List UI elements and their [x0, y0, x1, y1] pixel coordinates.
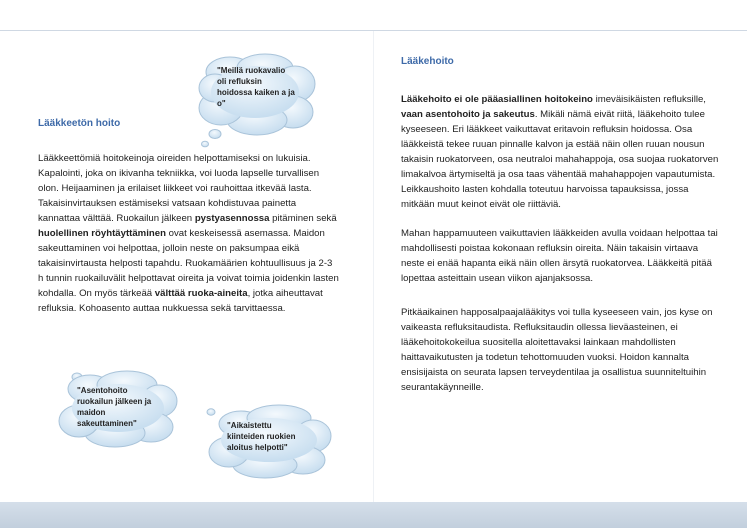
text-segment: . Mikäli nämä eivät riitä, lääkehoito tulee kyseeseen. Eri lääkkeet vaikuttavat eritavoin refluksin hoidossa. Osa lääkkeistä tekee ruuan pinnalle kalvon ja estää näin ollen ruuan nousun takaisin ruokatorveen, osa neutraloi mahahappoja, osa suojaa ruokatorven limakalvoa ärtymiseltä ja osa taas vähentää mahahappojen vapautumista. Leikkaushoito lasten kohdalla toteutuu harvoissa tapauksissa, jossa mitkään muut keinot eivät ole riittäviä. [401, 109, 719, 210]
bubble-quote-bottom-left: "Asentohoito ruokailun jälkeen ja maidon sakeuttaminen" [77, 386, 152, 428]
bold-segment: Lääkehoito ei ole pääasiallinen hoitokeino [401, 94, 593, 105]
left-paragraph [38, 151, 340, 316]
bubble-quote-bottom-right: "Aikaistettu kiinteiden ruokien aloitus helpotti" [227, 421, 296, 452]
thought-bubble-bottom-right [203, 402, 333, 484]
text-segment: imeväisikäisten refluksille, [592, 94, 706, 105]
right-paragraph-2: Mahan happamuuteen vaikuttavien lääkkeiden avulla voidaan helpottaa tai mahdollisesti poistaa kokonaan refluksin oireita. Näin takaisin virtaava neste ei enää hapanta eikä näin ollen ärsytä ruokatorvea. Lääkkeitä pitää lopettaa asteittain usean viikon ajanjaksossa. [401, 228, 718, 284]
right-paragraph-3: Pitkäaikainen happosalpaajalääkitys voi tulla kyseeseen vain, jos kyse on vaikeasta refluksitaudista. Refluksitaudin ollessa lieväasteinen, ei lääkehoitokokeilua suositella aloitettavaksi lainkaan mahdollisten haittavaikutusten ja todetun tehottomuuden vuoksi. Hoidon kannalta ensisijaista on seurata lapsen terveydentilaa ja osallistua suunniteltuihin seurantakäynneille. [401, 307, 713, 393]
bottom-band [0, 502, 747, 528]
text-segment: pitäminen sekä [269, 213, 337, 224]
bold-segment: vaan asentohoito ja sakeutus [401, 109, 535, 120]
text-segment: , jotka aiheuttavat refluksia. Kohoasento auttaa nukkuessa sekä tarvittaessa. [38, 288, 323, 314]
text-segment: Lääkkeettömiä hoitokeinoja oireiden helpottamiseksi on lukuisia. Kapalointi, joka on ikivanha tekniikka, voi luoda lapselle turvallisen olon. Heijaaminen ja erilaiset liikkeet voi rauhoittaa itkevää lasta. Takaisinvirtauksen estämiseksi vatsaan kohdistuvaa painetta kannattaa välttää. Ruokailun jälkeen [38, 153, 320, 224]
bold-segment: välttää ruoka-aineita [154, 288, 248, 299]
right-heading: Lääkehoito [401, 56, 454, 67]
text-segment: ovat keskeisessä asemassa. Maidon sakeuttaminen voi helpottaa, jolloin neste on paksumpaa eikä takaisinvirtausta helposti tapahdu. Ruokamäärien kohtuullisuus ja 2-3 h tunnin ruokailuvälit helpottavat oireita ja voivat toimia joidenkin lasten kohdalla. On myös tärkeää [38, 228, 339, 299]
bold-segment: huolellinen röyhtäyttäminen [38, 228, 166, 239]
bold-segment: pystyasennossa [194, 213, 270, 224]
bubble-quote-top: "Meillä ruokavalio oli refluksin hoidossa kaiken a ja o" [217, 66, 295, 108]
left-heading: Lääkkeetön hoito [38, 118, 121, 129]
page-spine [373, 31, 374, 502]
thought-bubble-bottom-left [55, 365, 180, 455]
right-paragraph-1 [401, 92, 719, 212]
thought-bubble-top [195, 50, 320, 150]
